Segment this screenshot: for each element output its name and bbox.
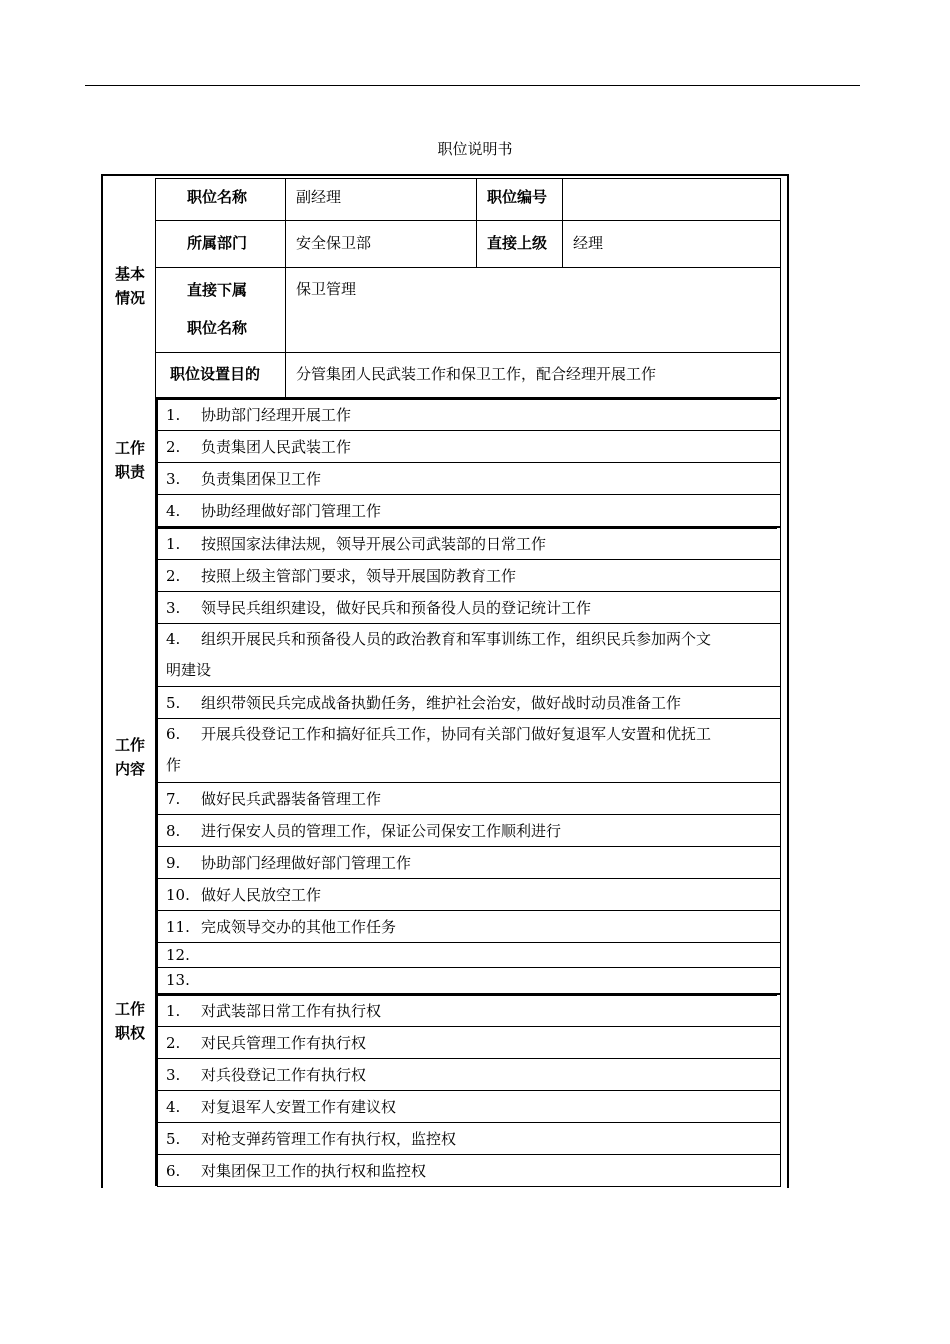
authority-item: 2. 对民兵管理工作有执行权: [157, 1026, 781, 1059]
content-item: 1. 按照国家法律法规，领导开展公司武装部的日常工作: [157, 527, 781, 560]
authority-item: 4. 对复退军人安置工作有建议权: [157, 1090, 781, 1123]
content-item: 12.: [157, 942, 781, 968]
purpose-label: 职位设置目的: [170, 365, 261, 383]
content-item: 10. 做好人民放空工作: [157, 878, 781, 911]
position-code-label-cell: [476, 178, 563, 221]
purpose-value: 分管集团人民武装工作和保卫工作，配合经理开展工作: [296, 365, 657, 383]
subordinate-label-line1: 直接下属: [187, 281, 248, 299]
duty-item: 3. 负责集团保卫工作: [157, 462, 781, 495]
duty-item: 2. 负责集团人民武装工作: [157, 430, 781, 463]
duties-section-label: 工作 职责: [114, 439, 145, 481]
document-title: 职位说明书: [437, 140, 513, 158]
subordinate-value-cell: [285, 267, 781, 353]
superior-value-cell: [562, 220, 781, 268]
superior-label-cell: [476, 220, 563, 268]
content-item: 2. 按照上级主管部门要求，领导开展国防教育工作: [157, 559, 781, 592]
authority-item: 3. 对兵役登记工作有执行权: [157, 1058, 781, 1091]
position-code-value-cell: [562, 178, 781, 221]
position-name-value: 副经理: [296, 188, 342, 206]
department-label-cell: [155, 220, 286, 268]
duty-item: 4. 协助经理做好部门管理工作: [157, 494, 781, 527]
content-item: 5. 组织带领民兵完成战备执勤任务，维护社会治安，做好战时动员准备工作: [157, 686, 781, 719]
header-rule: [85, 85, 860, 86]
subordinate-label-cell: [155, 267, 286, 353]
basic-section-label: 基本 情况: [114, 265, 145, 307]
department-value-cell: [285, 220, 477, 268]
superior-label: 直接上级: [487, 234, 548, 252]
content-item: 13.: [157, 967, 781, 994]
position-code-label: 职位编号: [487, 188, 548, 206]
authority-item: 1. 对武装部日常工作有执行权: [157, 994, 781, 1027]
content-item: 3. 领导民兵组织建设，做好民兵和预备役人员的登记统计工作: [157, 591, 781, 624]
content-item: 9. 协助部门经理做好部门管理工作: [157, 846, 781, 879]
authority-section-label: 工作 职权: [114, 1000, 145, 1042]
department-label: 所属部门: [187, 234, 248, 252]
content-item: 8. 进行保安人员的管理工作，保证公司保安工作顺利进行: [157, 814, 781, 847]
authority-item: 5. 对枪支弹药管理工作有执行权，监控权: [157, 1122, 781, 1155]
authority-item: 6. 对集团保卫工作的执行权和监控权: [157, 1154, 781, 1187]
content-item: 7. 做好民兵武器装备管理工作: [157, 782, 781, 815]
content-item: 11. 完成领导交办的其他工作任务: [157, 910, 781, 943]
position-name-value-cell: [285, 178, 477, 221]
content-item: 4. 组织开展民兵和预备役人员的政治教育和军事训练工作，组织民兵参加两个文 明建设: [157, 623, 781, 687]
superior-value: 经理: [573, 234, 604, 252]
position-name-label-cell: [155, 178, 286, 221]
content-item: 6. 开展兵役登记工作和搞好征兵工作，协同有关部门做好复退军人安置和优抚工 作: [157, 718, 781, 783]
duty-item: 1. 协助部门经理开展工作: [157, 398, 781, 431]
purpose-label-cell: [155, 352, 286, 398]
content-section-label: 工作 内容: [114, 736, 145, 778]
purpose-value-cell: [285, 352, 781, 398]
department-value: 安全保卫部: [296, 234, 372, 252]
position-name-label: 职位名称: [187, 188, 248, 206]
subordinate-label-line2: 职位名称: [187, 319, 248, 337]
subordinate-value: 保卫管理: [296, 280, 357, 298]
